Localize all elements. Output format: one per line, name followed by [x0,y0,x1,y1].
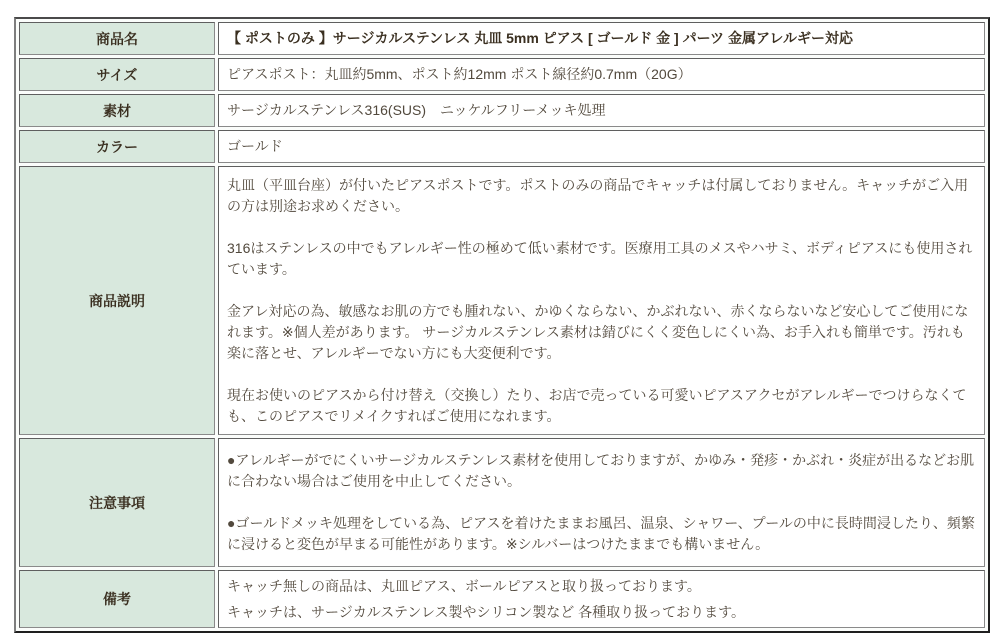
row-header-description: 商品説明 [19,166,215,435]
table-row-color [19,130,985,163]
description-paragraph: 現在お使いのピアスから付け替え（交換し）たり、お店で売っている可愛いピアスアクセがアレルギーでつけらなくても、このピアスでリメイクすればご使用になれます。 [227,386,967,424]
caution-paragraph: ●ゴールドメッキ処理をしている為、ピアスを着けたままお風呂、温泉、シャワー、プールの中に長時間浸したり、頻繁に浸けると変色が早まる可能性があります。※シルバーはつけたままでも構いません。 [227,515,975,552]
row-value-cautions [218,438,985,567]
caution-paragraph: ●アレルギーがでにくいサージカルステンレス素材を使用しておりますが、かゆみ・発疹・かぶれ・炎症が出るなどお肌に合わない場合はご使用を中止してください。 [227,452,975,489]
product-spec-table [14,17,990,633]
row-value-product-name [218,22,985,55]
row-value-color [218,130,985,163]
table-row-remarks [19,570,985,628]
material-text: サージカルステンレス316(SUS) ニッケルフリーメッキ処理 [227,102,606,118]
row-header-color: カラー [19,130,215,163]
row-value-size [218,58,985,91]
table-row-product-name [19,22,985,55]
color-text: ゴールド [227,138,283,154]
row-header-remarks: 備考 [19,570,215,628]
remarks-paragraph: キャッチ無しの商品は、丸皿ピアス、ボールピアスと取り扱っております。 [227,577,701,594]
description-paragraph: 316はステンレスの中でもアレルギー性の極めて低い素材です。医療用工具のメスやハサミ、ボディピアスにも使用されています。 [227,239,973,277]
row-value-remarks [218,570,985,628]
row-header-material: 素材 [19,94,215,127]
description-paragraph: 金アレ対応の為、敏感なお肌の方でも腫れない、かゆくならない、かぶれない、赤くならないなど安心してご使用になれます。※個人差があります。 サージカルステンレス素材は錆びにくく変色しにくい為、お手入れも簡単です。汚れも楽に落とせ、アレルギーでない方にも大変便利です。 [227,302,969,361]
row-header-product-name: 商品名 [19,22,215,55]
description-paragraph: 丸皿（平皿台座）が付いたピアスポストです。ポストのみの商品でキャッチは付属しておりません。キャッチがご入用の方は別途お求めください。 [227,176,969,214]
size-text: ピアスポスト：丸皿約5mm、ポスト約12mm ポスト線径約0.7mm（20G） [227,66,692,82]
row-header-size: サイズ [19,58,215,91]
table-row-cautions [19,438,985,567]
row-value-material [218,94,985,127]
remarks-paragraph: キャッチは、サージカルステンレス製やシリコン製など 各種取り扱っております。 [227,603,746,620]
table-row-size [19,58,985,91]
product-name-text: 【 ポストのみ 】サージカルステンレス 丸皿 5mm ピアス [ ゴールド 金 ] パーツ 金属アレルギー対応 [227,30,854,46]
table-row-description [19,166,985,435]
row-header-cautions: 注意事項 [19,438,215,567]
table-row-material [19,94,985,127]
row-value-description [218,166,985,435]
